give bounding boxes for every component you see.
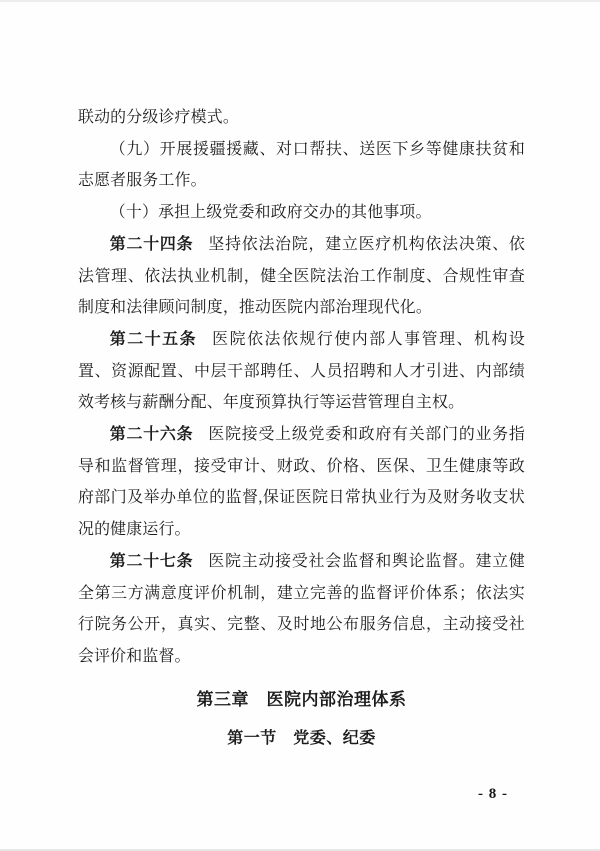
paragraph-item-9: （九）开展援疆援藏、对口帮扶、送医下乡等健康扶贫和志愿者服务工作。 <box>78 140 525 190</box>
article-25-text: 医院依法依规行使内部人事管理、机构设置、资源配置、中层干部聘任、人员招聘和人才引进、内部绩效考核与薪酬分配、年度预算执行等运营管理自主权。 <box>78 330 525 412</box>
paragraph-article-26 <box>78 419 525 546</box>
chapter-heading: 第三章 医院内部治理体系 <box>196 689 407 709</box>
paragraph-article-24 <box>78 229 525 324</box>
paragraph-item-10: （十）承担上级党委和政府交办的其他事项。 <box>109 204 432 222</box>
paragraph-article-27 <box>78 546 525 673</box>
article-27-text: 医院主动接受社会监督和舆论监督。建立健全第三方满意度评价机制，建立完善的监督评价体系；依法实行院务公开，真实、完整、及时地公布服务信息，主动接受社会评价和监督。 <box>78 552 525 665</box>
section-heading: 第一节 党委、纪委 <box>227 730 376 748</box>
article-24-text: 坚持依法治院，建立医疗机构依法决策、依法管理、依法执业机制，健全医院法治工作制度、合规性审查制度和法律顾问制度，推动医院内部治理现代化。 <box>78 235 525 317</box>
article-24-number: 第二十四条 <box>109 235 194 253</box>
paragraph-continuation: 联动的分级诊疗模式。 <box>78 109 239 126</box>
scan-artifact-top-edge <box>0 0 600 2</box>
paragraph-article-25 <box>78 324 525 419</box>
article-25-number: 第二十五条 <box>109 330 198 348</box>
article-27-number: 第二十七条 <box>109 552 194 570</box>
article-26-text: 医院接受上级党委和政府有关部门的业务指导和监督管理，接受审计、财政、价格、医保、卫生健康等政府部门及举办单位的监督,保证医院日常执业行为及财务收支状况的健康运行。 <box>78 426 525 539</box>
article-26-number: 第二十六条 <box>109 426 194 444</box>
page-number: - 8 - <box>478 786 508 802</box>
document-body <box>78 102 525 755</box>
